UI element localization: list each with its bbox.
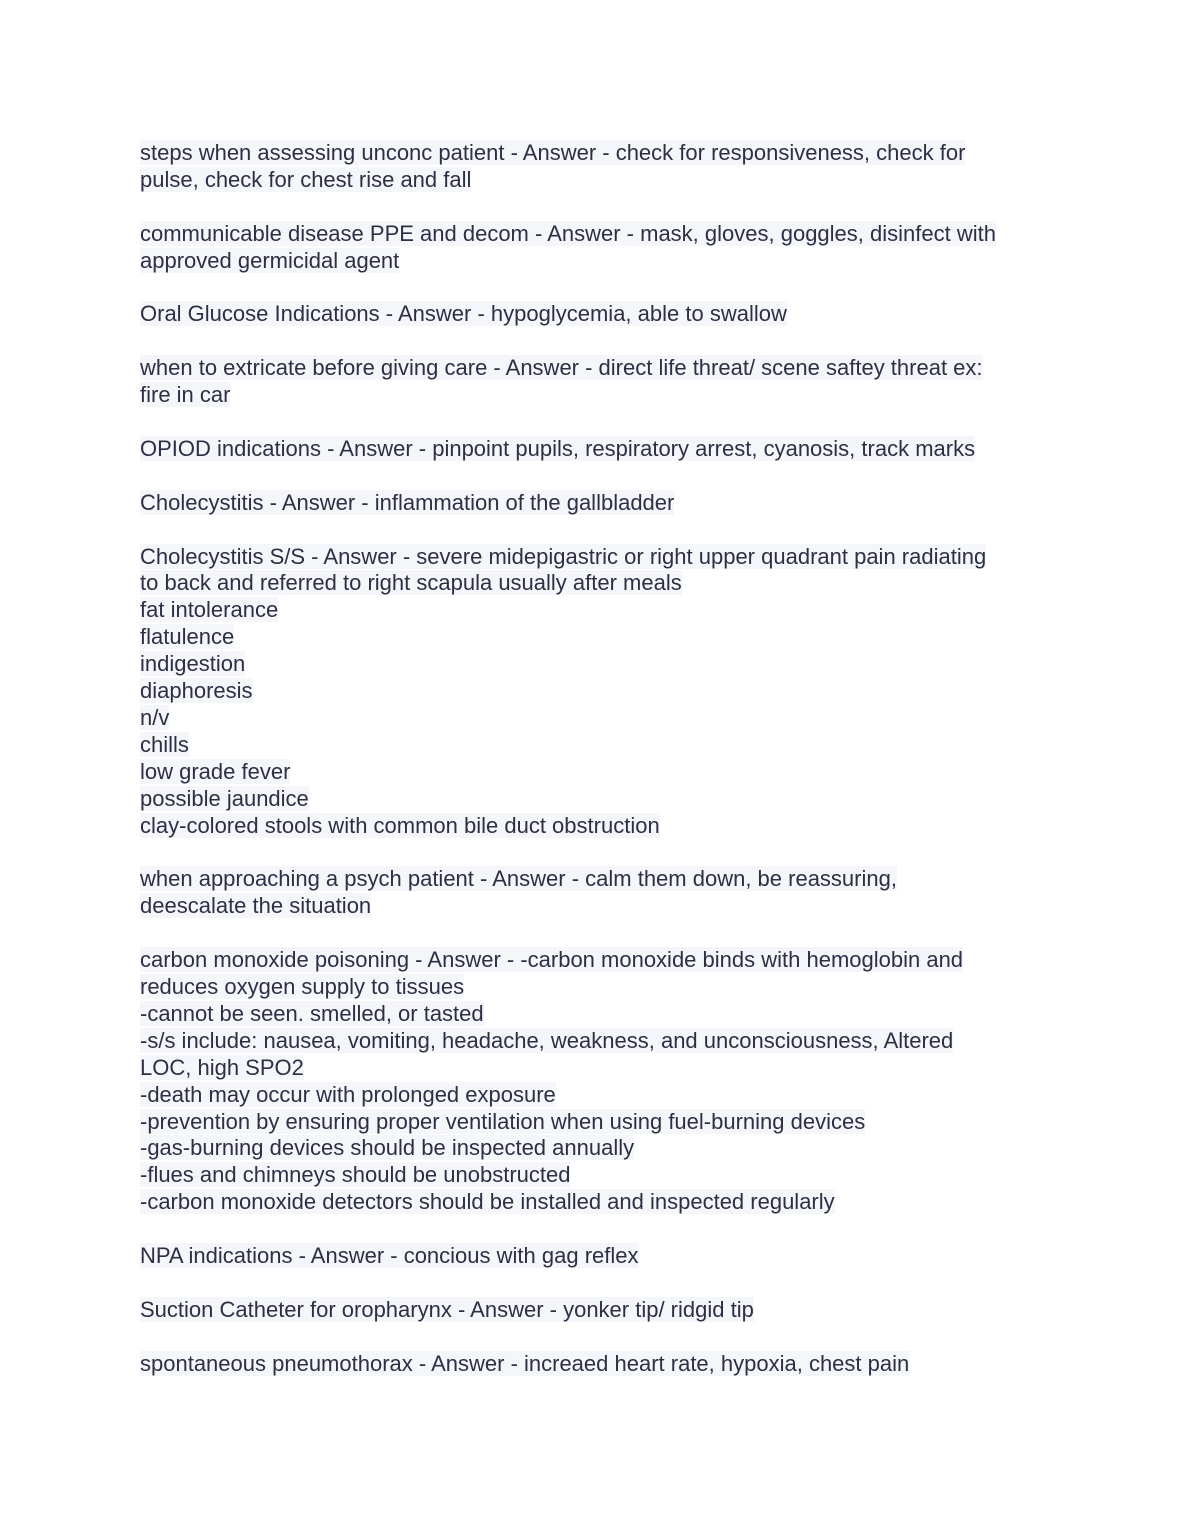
text-line-content: deescalate the situation <box>140 893 372 919</box>
text-line <box>140 624 1060 651</box>
qa-entry <box>140 355 1060 409</box>
text-line-content: -death may occur with prolonged exposure <box>140 1081 556 1107</box>
text-line-content: communicable disease PPE and decom - Answer - mask, gloves, goggles, disinfect with <box>140 220 996 246</box>
text-line-content: pulse, check for chest rise and fall <box>140 166 472 192</box>
text-line-content: fat intolerance <box>140 597 279 623</box>
text-line <box>140 1001 1060 1028</box>
text-line <box>140 732 1060 759</box>
text-line <box>140 705 1060 732</box>
text-line-content: indigestion <box>140 651 246 677</box>
text-line <box>140 1351 1060 1378</box>
text-line-content: clay-colored stools with common bile duct obstruction <box>140 812 660 838</box>
text-line <box>140 1135 1060 1162</box>
text-line-content: low grade fever <box>140 758 291 784</box>
text-line-content: -prevention by ensuring proper ventilation when using fuel-burning devices <box>140 1108 866 1134</box>
qa-entry <box>140 436 1060 463</box>
qa-entry <box>140 1351 1060 1378</box>
qa-entry <box>140 544 1060 840</box>
text-line-content: carbon monoxide poisoning - Answer - -carbon monoxide binds with hemoglobin and <box>140 947 964 973</box>
text-line <box>140 1297 1060 1324</box>
text-line-content: -s/s include: nausea, vomiting, headache, weakness, and unconsciousness, Altered <box>140 1027 954 1053</box>
text-line-content: fire in car <box>140 382 231 408</box>
text-line <box>140 597 1060 624</box>
text-line <box>140 544 1060 571</box>
text-line-content: when approaching a psych patient - Answer - calm them down, be reassuring, <box>140 866 897 892</box>
text-line <box>140 1055 1060 1082</box>
text-line <box>140 893 1060 920</box>
qa-entry <box>140 490 1060 517</box>
text-line <box>140 866 1060 893</box>
text-line <box>140 570 1060 597</box>
text-line-content: -gas-burning devices should be inspected annually <box>140 1135 635 1161</box>
text-line <box>140 140 1060 167</box>
text-line <box>140 759 1060 786</box>
text-line <box>140 382 1060 409</box>
text-line-content: chills <box>140 731 189 757</box>
text-line-content: spontaneous pneumothorax - Answer - increaed heart rate, hypoxia, chest pain <box>140 1350 910 1376</box>
text-line <box>140 813 1060 840</box>
text-line <box>140 1082 1060 1109</box>
text-line <box>140 947 1060 974</box>
text-line <box>140 167 1060 194</box>
qa-entry <box>140 221 1060 275</box>
text-line <box>140 786 1060 813</box>
text-line <box>140 436 1060 463</box>
text-line <box>140 248 1060 275</box>
text-line-content: -carbon monoxide detectors should be installed and inspected regularly <box>140 1189 835 1215</box>
text-line <box>140 1109 1060 1136</box>
text-line-content: flatulence <box>140 624 235 650</box>
text-line-content: NPA indications - Answer - concious with gag reflex <box>140 1243 639 1269</box>
qa-entry <box>140 140 1060 194</box>
text-line-content: Cholecystitis - Answer - inflammation of the gallbladder <box>140 489 675 515</box>
text-line-content: diaphoresis <box>140 678 253 704</box>
qa-entry <box>140 1243 1060 1270</box>
text-line-content: Oral Glucose Indications - Answer - hypoglycemia, able to swallow <box>140 301 787 327</box>
qa-entry <box>140 947 1060 1216</box>
text-line <box>140 678 1060 705</box>
text-line-content: -flues and chimneys should be unobstructed <box>140 1162 571 1188</box>
document-page <box>140 140 1060 1404</box>
text-line-content: reduces oxygen supply to tissues <box>140 973 465 999</box>
qa-entry <box>140 1297 1060 1324</box>
text-line <box>140 490 1060 517</box>
text-line <box>140 974 1060 1001</box>
text-line <box>140 301 1060 328</box>
text-line <box>140 651 1060 678</box>
text-line-content: Cholecystitis S/S - Answer - severe midepigastric or right upper quadrant pain radiating <box>140 543 987 569</box>
text-line-content: to back and referred to right scapula usually after meals <box>140 570 682 596</box>
text-line-content: possible jaundice <box>140 785 309 811</box>
text-line-content: LOC, high SPO2 <box>140 1054 304 1080</box>
text-line-content: OPIOD indications - Answer - pinpoint pupils, respiratory arrest, cyanosis, track marks <box>140 435 976 461</box>
text-line <box>140 1162 1060 1189</box>
text-line-content: steps when assessing unconc patient - Answer - check for responsiveness, check for <box>140 140 966 165</box>
qa-entry <box>140 866 1060 920</box>
text-line-content: Suction Catheter for oropharynx - Answer - yonker tip/ ridgid tip <box>140 1296 754 1322</box>
text-line-content: when to extricate before giving care - Answer - direct life threat/ scene saftey threat ex: <box>140 355 983 381</box>
qa-entry <box>140 301 1060 328</box>
text-line <box>140 1189 1060 1216</box>
text-line-content: n/v <box>140 704 170 730</box>
text-line <box>140 1028 1060 1055</box>
text-line-content: -cannot be seen. smelled, or tasted <box>140 1000 484 1026</box>
text-line <box>140 1243 1060 1270</box>
text-line <box>140 221 1060 248</box>
text-line-content: approved germicidal agent <box>140 247 400 273</box>
text-line <box>140 355 1060 382</box>
